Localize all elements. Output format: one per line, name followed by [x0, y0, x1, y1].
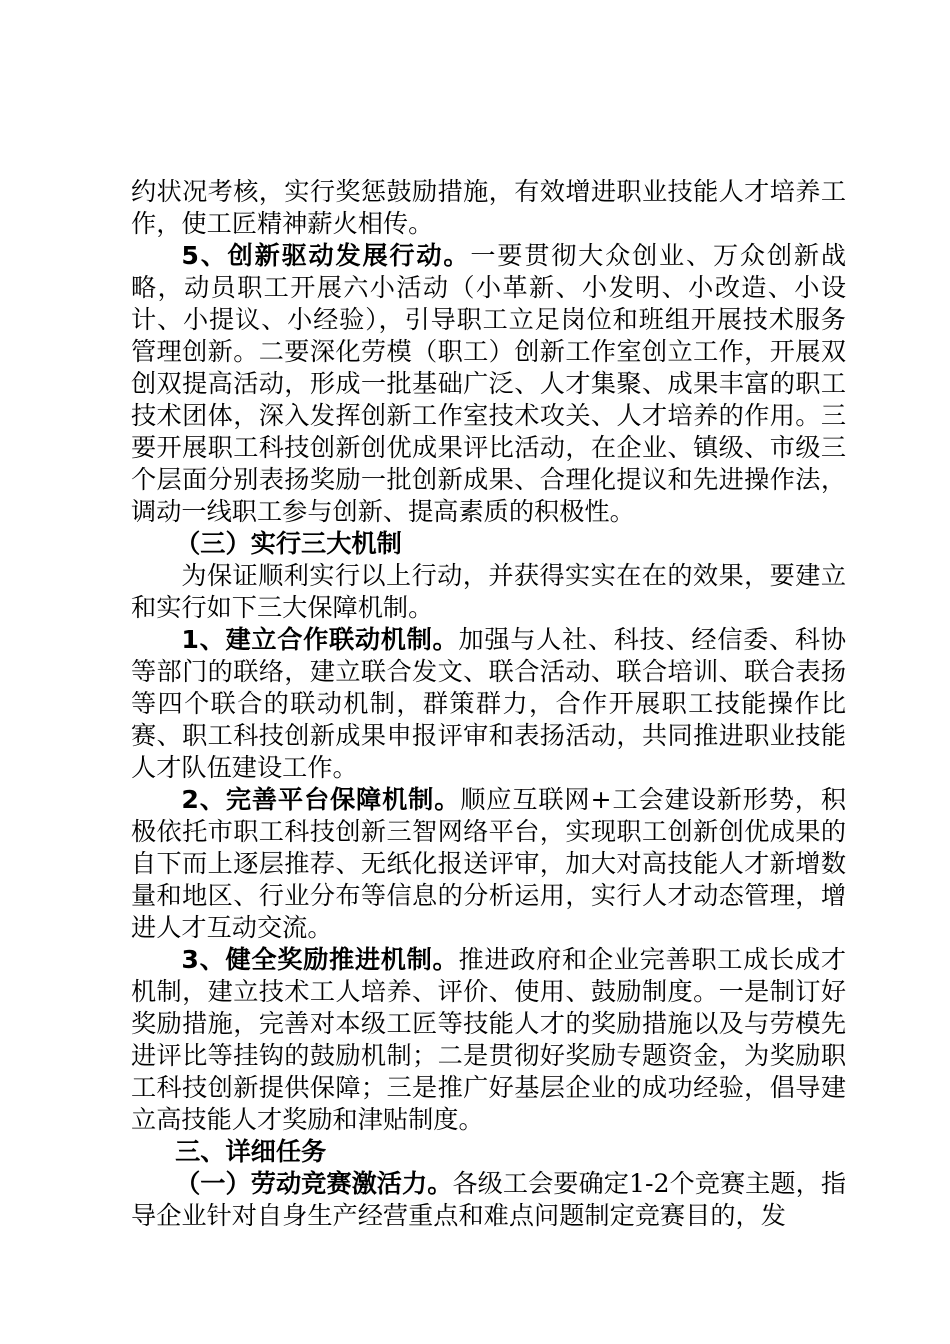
paragraph-text: 一要贯彻大众创业、万众创新战略，动员职工开展六小活动（小革新、小发明、小改造、小设计、小提议、小经验），引导职工立足岗位和班组开展技术服务管理创新。二要深化劳模（职工）创新工作室创立工作，开展双创双提高活动，形成一批基础广泛、人才集聚、成果丰富的职工技术团体，深入发挥创新工作室技术攻关、人才培养的作用。三要开展职工科技创新创优成果评比活动，在企业、镇级、市级三个层面分别表扬奖励一批创新成果、合理化提议和先进操作法，调动一线职工参与创新、提高素质的积极性。 [131, 241, 847, 526]
paragraph-mechanisms-intro [131, 560, 846, 624]
section-heading-detailed-tasks: 三、详细任务 [175, 1137, 327, 1166]
paragraph-lead: （一）劳动竞赛激活力。 [175, 1169, 453, 1198]
paragraph-continuation [131, 176, 846, 240]
paragraph-labor-competition [131, 1168, 846, 1232]
paragraph-innovation-action [131, 240, 846, 528]
paragraph-lead: 1、建立合作联动机制。 [181, 625, 459, 654]
paragraph-text: 为保证顺利实行以上行动，并获得实实在在的效果，要建立和实行如下三大保障机制。 [131, 561, 846, 622]
paragraph-cooperation-mechanism [131, 624, 846, 784]
paragraph-lead: 5、创新驱动发展行动。 [181, 241, 471, 270]
paragraph-platform-mechanism [131, 784, 846, 944]
section-heading-three-mechanisms: （三）实行三大机制 [175, 529, 402, 558]
paragraph-lead: 3、健全奖励推进机制。 [181, 945, 459, 974]
paragraph-text: 各级工会要确定1-2个竞赛主题，指导企业针对自身生产经营重点和难点问题制定竞赛目的，发 [131, 1169, 847, 1230]
document-page [131, 176, 846, 1232]
paragraph-text: 约状况考核，实行奖惩鼓励措施，有效增进职业技能人才培养工作，使工匠精神薪火相传。 [131, 177, 846, 238]
paragraph-reward-mechanism [131, 944, 846, 1136]
paragraph-text: 顺应互联网+工会建设新形势，积极依托市职工科技创新三智网络平台，实现职工创新创优成果的自下而上逐层推荐、无纸化报送评审，加大对高技能人才新增数量和地区、行业分布等信息的分析运用，实行人才动态管理，增进人才互动交流。 [131, 785, 847, 942]
paragraph-text: 推进政府和企业完善职工成长成才机制，建立技术工人培养、评价、使用、鼓励制度。一是制订好奖励措施，完善对本级工匠等技能人才的奖励措施以及与劳模先进评比等挂钩的鼓励机制；二是贯彻好奖励专题资金，为奖励职工科技创新提供保障；三是推广好基层企业的成功经验，倡导建立高技能人才奖励和津贴制度。 [131, 945, 847, 1134]
paragraph-text: 加强与人社、科技、经信委、科协等部门的联络，建立联合发文、联合活动、联合培训、联合表扬等四个联合的联动机制，群策群力，合作开展职工技能操作比赛、职工科技创新成果申报评审和表扬活动，共同推进职业技能人才队伍建设工作。 [131, 625, 847, 782]
paragraph-lead: 2、完善平台保障机制。 [181, 785, 461, 814]
